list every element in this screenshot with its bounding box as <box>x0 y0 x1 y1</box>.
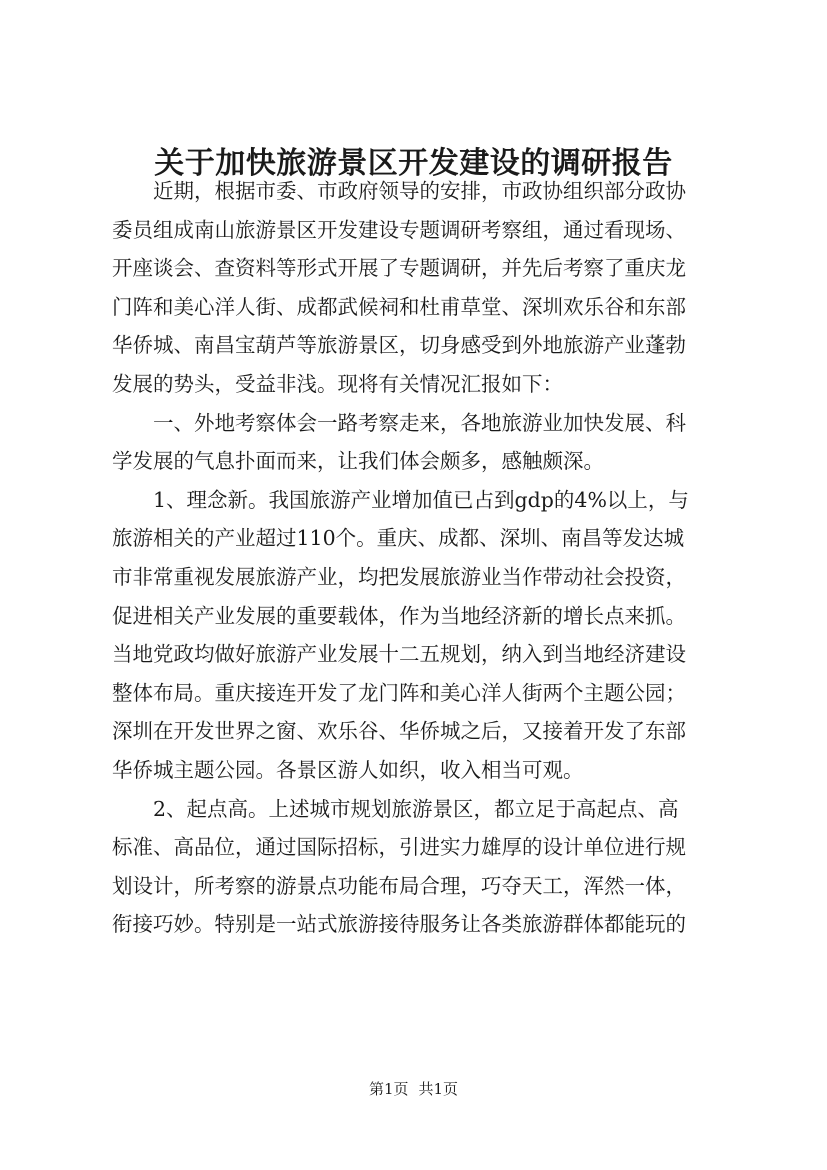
paragraph-line: 划设计，所考察的游景点功能布局合理，巧夺天工，浑然一体， <box>112 873 686 898</box>
page-footer <box>0 1078 827 1100</box>
paragraph-line: 门阵和美心洋人街、成都武候祠和杜甫草堂、深圳欢乐谷和东部 <box>112 294 686 319</box>
paragraph-line: 当地党政均做好旅游产业发展十二五规划，纳入到当地经济建设 <box>112 642 686 667</box>
paragraph-line: 近期，根据市委、市政府领导的安排，市政协组织部分政协 <box>153 179 686 203</box>
paragraph-line: 市非常重视发展旅游产业，均把发展旅游业当作带动社会投资， <box>112 564 686 589</box>
paragraph-line: 旅游相关的产业超过110个。重庆、成都、深圳、南昌等发达城 <box>112 526 685 551</box>
paragraph-line: 一、外地考察体会一路考察走来，各地旅游业加快发展、科 <box>153 410 686 435</box>
paragraph-line: 开座谈会、查资料等形式开展了专题调研，并先后考察了重庆龙 <box>112 256 686 281</box>
paragraph-line: 华侨城、南昌宝葫芦等旅游景区，切身感受到外地旅游产业蓬勃 <box>112 333 686 358</box>
document-title: 关于加快旅游景区开发建设的调研报告 <box>154 146 673 181</box>
paragraph-line: 委员组成南山旅游景区开发建设专题调研考察组，通过看现场、 <box>112 217 686 242</box>
paragraph-line: 标准、高品位，通过国际招标，引进实力雄厚的设计单位进行规 <box>112 835 686 860</box>
paragraph-line: 发展的势头，受益非浅。现将有关情况汇报如下： <box>112 371 563 396</box>
page-number: 第1页 <box>368 1080 409 1098</box>
paragraph-line: 学发展的气息扑面而来，让我们体会颇多，感触颇深。 <box>112 449 604 474</box>
paragraph-line: 1、理念新。我国旅游产业增加值已占到gdp的4%以上，与 <box>153 487 689 512</box>
paragraph-line: 深圳在开发世界之窗、欢乐谷、华侨城之后，又接着开发了东部 <box>112 719 686 744</box>
document-body <box>112 172 732 944</box>
page-total: 共1页 <box>418 1080 459 1098</box>
paragraph-line: 华侨城主题公园。各景区游人如织，收入相当可观。 <box>112 757 584 782</box>
paragraph-line: 2、起点高。上述城市规划旅游景区，都立足于高起点、高 <box>153 796 679 821</box>
paragraph-line: 促进相关产业发展的重要载体，作为当地经济新的增长点来抓。 <box>112 603 686 628</box>
paragraph-line: 衔接巧妙。特别是一站式旅游接待服务让各类旅游群体都能玩的 <box>112 912 686 937</box>
paragraph-line: 整体布局。重庆接连开发了龙门阵和美心洋人街两个主题公园； <box>112 680 686 705</box>
